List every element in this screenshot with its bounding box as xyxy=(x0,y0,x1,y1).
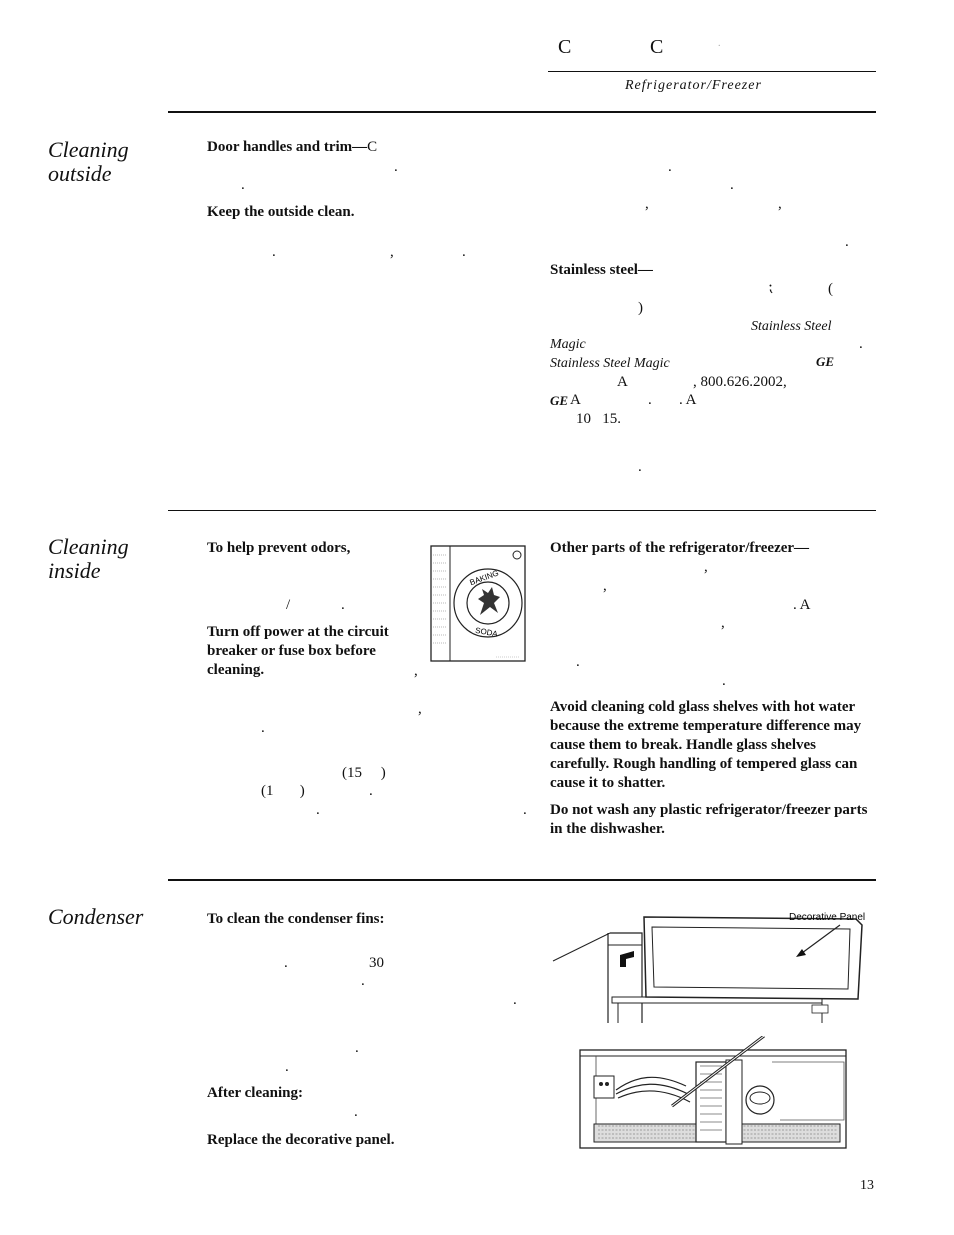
text-fragment: ) xyxy=(638,300,643,316)
door-handles-c: C xyxy=(367,139,378,155)
text-fragment: . xyxy=(648,392,652,408)
decorative-panel-label: Decorative Panel xyxy=(789,912,866,923)
text-fragment: (15 ) xyxy=(342,765,386,781)
header-subtitle: Refrigerator/Freezer xyxy=(625,78,762,93)
text-fragment: , xyxy=(721,615,725,631)
section-divider-2 xyxy=(168,510,876,511)
text-fragment: . xyxy=(722,673,726,689)
replace-panel-heading: Replace the decorative panel. xyxy=(207,1132,395,1148)
text-fragment: ( xyxy=(828,281,833,297)
section-title-line: Cleaning xyxy=(48,137,129,162)
header-title-c2: C xyxy=(650,36,664,58)
text-fragment: . xyxy=(668,159,672,175)
header-rule xyxy=(548,71,876,72)
text-fragment: . xyxy=(730,177,734,193)
text-fragment: . xyxy=(272,244,276,260)
stainless-magic-text: Stainless Steel Magic xyxy=(550,356,670,371)
dishwasher-warning: Do not wash any plastic refrigerator/freezer parts in the dishwasher. xyxy=(550,802,868,837)
text-fragment: . xyxy=(261,720,265,736)
stainless-magic-text: Magic xyxy=(550,337,586,352)
text-fragment: . xyxy=(369,783,373,799)
text-fragment: . A xyxy=(679,392,697,408)
text-fragment: . xyxy=(576,654,580,670)
keep-clean-heading: Keep the outside clean. xyxy=(207,204,355,220)
text-fragment: . xyxy=(523,802,527,818)
text-fragment: . xyxy=(462,244,466,260)
text-fragment: . xyxy=(341,597,345,613)
text-fragment: , xyxy=(418,701,422,717)
door-handles-heading xyxy=(207,138,377,157)
baking-soda-label: SODA xyxy=(474,625,499,639)
decorative-panel-diagram xyxy=(550,905,870,1030)
text-fragment: , xyxy=(414,663,418,679)
text-fragment: , xyxy=(704,559,708,575)
text-fragment: , xyxy=(390,244,394,260)
section-title-line: Condenser xyxy=(48,904,144,929)
other-parts-heading: Other parts of the refrigerator/freezer— xyxy=(550,540,810,556)
power-off-warning: Turn off power at the circuit breaker or fuse box before cleaning. xyxy=(207,624,389,678)
after-cleaning-heading: After cleaning: xyxy=(207,1085,303,1101)
text-fragment: . xyxy=(513,992,517,1008)
ge-logo-icon: GE xyxy=(816,354,835,369)
condenser-fins-heading: To clean the condenser fins: xyxy=(207,911,385,927)
text-fragment: . xyxy=(354,1104,358,1120)
ge-logo-icon: GE xyxy=(550,393,569,408)
text-fragment: . xyxy=(285,1059,289,1075)
text-fragment: A xyxy=(617,374,628,390)
text-fragment: . xyxy=(638,459,642,475)
door-handles-bold: Door handles and trim— xyxy=(207,139,368,155)
page-number: 13 xyxy=(860,1178,874,1193)
stainless-magic-text: Stainless Steel xyxy=(751,319,832,334)
text-fragment: . xyxy=(284,955,288,971)
header-title-dot: . xyxy=(718,38,721,49)
text-fragment: . xyxy=(316,802,320,818)
text-fragment: , xyxy=(603,578,607,594)
glass-shelves-warning: Avoid cleaning cold glass shelves with hot water because the extreme temperature difference may cause them to break. Handle glass shelves carefully. Rough handling of tempered glass can cause it to shatter. xyxy=(550,699,862,791)
text-fragment: , xyxy=(778,196,782,212)
text-fragment: . xyxy=(859,336,863,352)
condenser-diagram xyxy=(576,1036,850,1152)
text-fragment: ⁏ xyxy=(768,279,774,295)
text-fragment: / xyxy=(286,597,291,613)
section-title-condenser xyxy=(48,905,168,929)
section-divider-1 xyxy=(168,111,876,113)
text-fragment: A xyxy=(570,392,581,408)
text-fragment: , xyxy=(645,196,649,212)
text-fragment: . A xyxy=(793,597,811,613)
header-title-c1: C xyxy=(558,36,572,58)
phone-number: , 800.626.2002, xyxy=(693,374,787,390)
section-title-line: outside xyxy=(48,161,112,186)
text-fragment: . xyxy=(845,234,849,250)
section-divider-3 xyxy=(168,879,876,881)
stainless-heading: Stainless steel— xyxy=(550,262,653,278)
baking-soda-label: BAKING xyxy=(468,568,500,588)
text-fragment: 30 xyxy=(369,955,384,971)
section-title-line: Cleaning xyxy=(48,534,129,559)
baking-soda-box-image xyxy=(428,543,528,665)
text-fragment: . xyxy=(355,1040,359,1056)
odors-heading: To help prevent odors, xyxy=(207,540,351,556)
text-fragment: 10 15. xyxy=(576,411,621,427)
section-title-cleaning-inside xyxy=(48,535,168,583)
text-fragment: . xyxy=(361,973,365,989)
text-fragment: . xyxy=(241,177,245,193)
text-fragment: . xyxy=(394,159,398,175)
section-title-line: inside xyxy=(48,558,101,583)
text-fragment: (1 ) xyxy=(261,783,305,799)
section-title-cleaning-outside xyxy=(48,138,168,186)
